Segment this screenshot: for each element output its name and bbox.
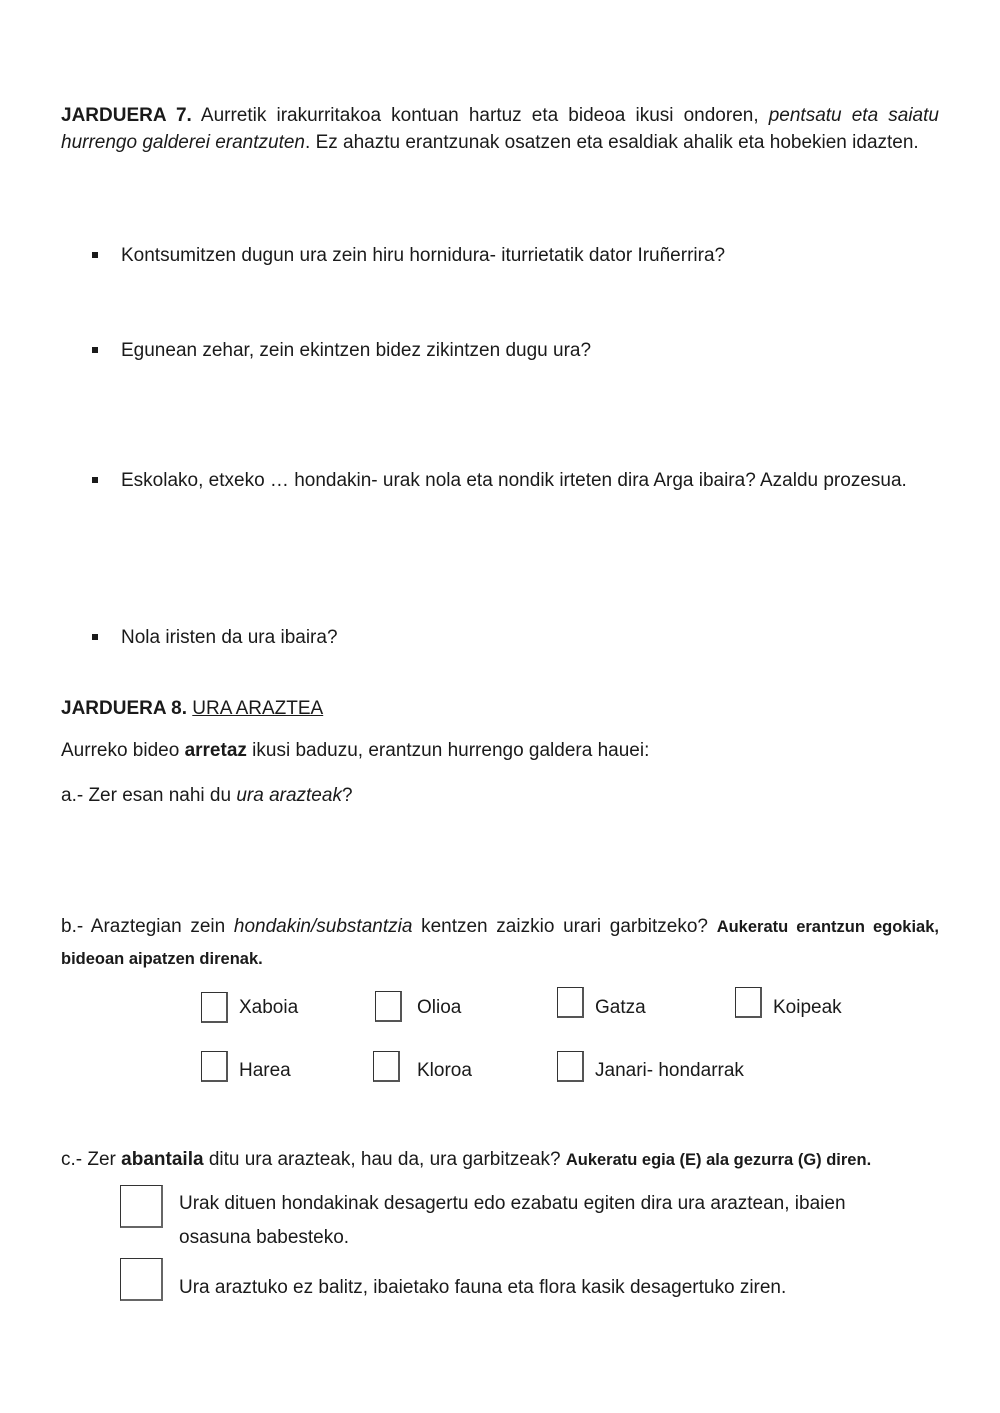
option-checkbox[interactable] [557, 987, 584, 1018]
bullet-square-icon [92, 634, 98, 640]
true-false-box[interactable] [120, 1185, 163, 1228]
option-checkbox[interactable] [201, 992, 228, 1023]
activity8-subtitle: URA ARAZTEA [192, 698, 324, 719]
option-checkbox[interactable] [201, 1051, 228, 1082]
activity8-intro: Aurreko bideo arretaz ikusi baduzu, erantzun hurrengo galdera hauei: [61, 740, 650, 761]
bullet-square-icon [92, 347, 98, 353]
statement-text: Ura araztuko ez balitz, ibaietako fauna eta flora kasik desagertuko ziren. [179, 1277, 787, 1298]
question-a: a.- Zer esan nahi du ura arazteak? [61, 785, 353, 806]
option-label: Koipeak [773, 997, 842, 1018]
option-label: Xaboia [239, 997, 299, 1018]
option-checkbox[interactable] [735, 987, 762, 1018]
question-b: b.- Araztegian zein hondakin/substantzia kentzen zaizkio urari garbitzeko? Aukeratu erantzun egokiak, bideoan aipatzen direnak. [61, 916, 939, 968]
bullet-square-icon [92, 252, 98, 258]
option-checkbox[interactable] [557, 1051, 584, 1082]
statement-text: Urak dituen hondakinak desagertu edo ezabatu egiten dira ura araztean, ibaien osasuna babesteko. [179, 1193, 846, 1248]
true-false-box[interactable] [120, 1258, 163, 1301]
option-label: Harea [239, 1060, 291, 1081]
activity7-intro: JARDUERA 7. Aurretik irakurritakoa kontuan hartuz eta bideoa ikusi ondoren, pentsatu eta saiatu hurrengo galderei erantzuten. Ez ahaztu erantzunak osatzen eta esaldiak ahalik eta hobekien idazten. [61, 105, 939, 153]
option-label: Olioa [417, 997, 462, 1018]
option-checkbox[interactable] [375, 991, 402, 1022]
option-label: Janari- hondarrak [595, 1060, 744, 1081]
option-label: Kloroa [417, 1060, 472, 1081]
activity8-heading: JARDUERA 8. URA ARAZTEA [61, 698, 324, 719]
question-c: c.- Zer abantaila ditu ura arazteak, hau da, ura garbitzeak? Aukeratu egia (E) ala gezurra (G) diren. [61, 1149, 872, 1170]
bullet-square-icon [92, 477, 98, 483]
option-label: Gatza [595, 997, 646, 1018]
option-checkbox[interactable] [373, 1051, 400, 1082]
activity7-title: JARDUERA 7. [61, 105, 192, 126]
